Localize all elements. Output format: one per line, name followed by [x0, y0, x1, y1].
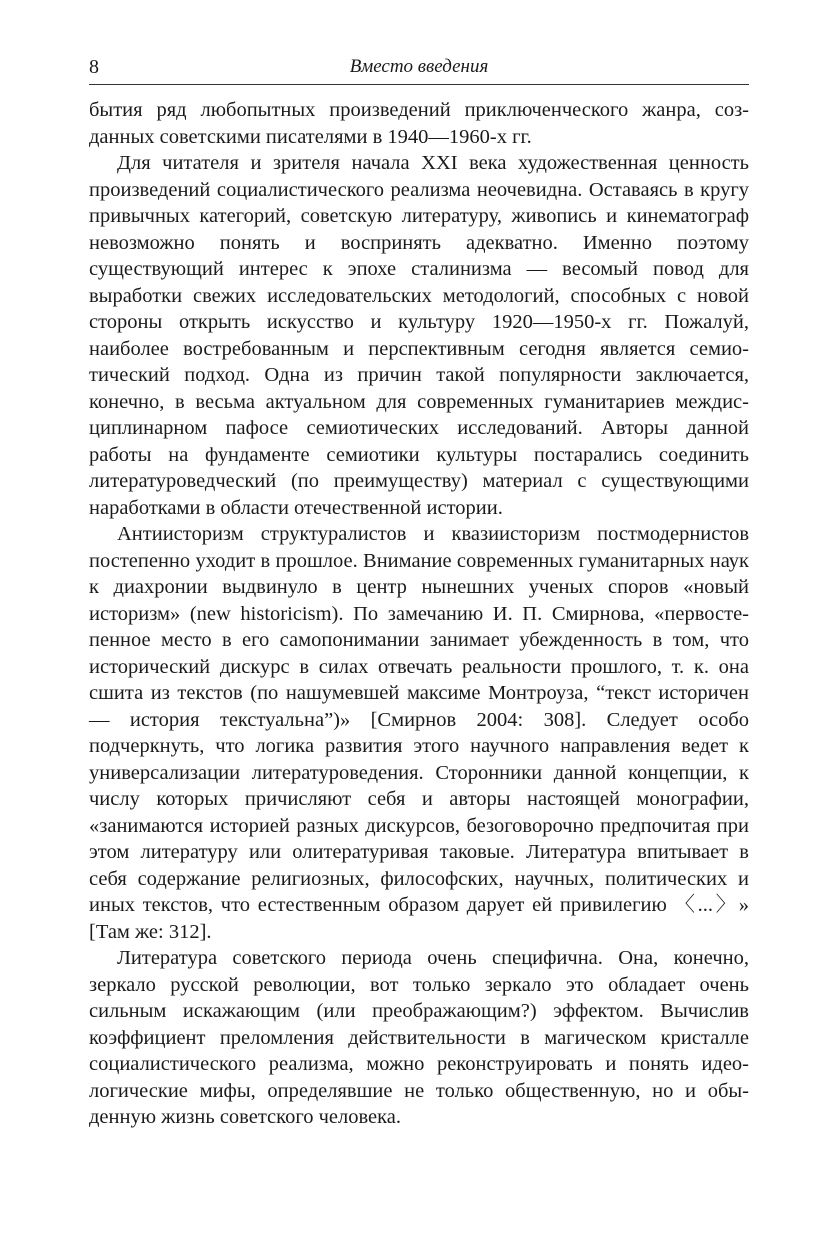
page-number: 8 [89, 56, 99, 78]
paragraph-continued: бытия ряд любопытных произведений приключенческого жанра, созданных советскими писателями в 1940—1960-х гг. [89, 99, 749, 148]
paragraph: Литература советского периода очень специфична. Она, конечно, зеркало русской революции, вот только зеркало это обладает очень сильным искажающим (или преображающим?) эффектом. Вычислив коэффициент преломления действительности в магическом кристалле социалистического реализма, можно реконструировать и понять идеологические мифы, определявшие не только общественную, но и обыденную жизнь советского человека. [89, 947, 749, 1128]
book-page [89, 52, 749, 1131]
body-text [89, 97, 749, 1131]
running-header [89, 52, 749, 85]
paragraph: Для читателя и зрителя начала XXI века художественная ценность произведений социалистического реализма неочевидна. Оставаясь в кругу привычных категорий, советскую литературу, живопись и кинематограф невозможно понять и воспринять адекватно. Именно поэтому существующий интерес к эпохе сталинизма — весомый повод для выработки свежих исследовательских методологий, способных с новой стороны открыть искусство и культуру 1920—1950-х гг. Пожалуй, наиболее востребованным и перспективным сегодня является семиотический подход. Одна из причин такой популярности заключается, конечно, в весьма актуальном для современных гуманитариев междисциплинарном пафосе семиотических исследований. Авторы данной работы на фундаменте семиотики культуры постарались соединить литературоведческий (по преимуществу) материал с существующими наработками в области отечественной истории. [89, 152, 749, 519]
paragraph: Антиисторизм структуралистов и квазиисторизм постмодернистов постепенно уходит в прошлое. Внимание современных гуманитарных наук к диахронии выдвинуло в центр нынешних ученых споров «новый историзм» (new historicism). По замечанию И. П. Смирнова, «первостепенное место в его самопонимании занимает убежденность в том, что исторический дискурс в силах отвечать реальности прошлого, т. к. она сшита из текстов (по нашумевшей максиме Монтроуза, “текст историчен — история текстуальна”)» [Смирнов 2004: 308]. Следует особо подчеркнуть, что логика развития этого научного направления ведет к универсализации литературоведения. Сторонники данной концепции, к числу которых причисляют себя и авторы настоящей монографии, «занимаются историей разных дискурсов, безоговорочно предпочитая при этом литературу или олитературивая таковые. Литература впитывает в себя содержание религиозных, философских, научных, политических и иных текстов, что естественным образом дарует ей привилегию 〈...〉» [Там же: 312]. [89, 523, 749, 943]
section-title: Вместо введения [349, 56, 489, 77]
